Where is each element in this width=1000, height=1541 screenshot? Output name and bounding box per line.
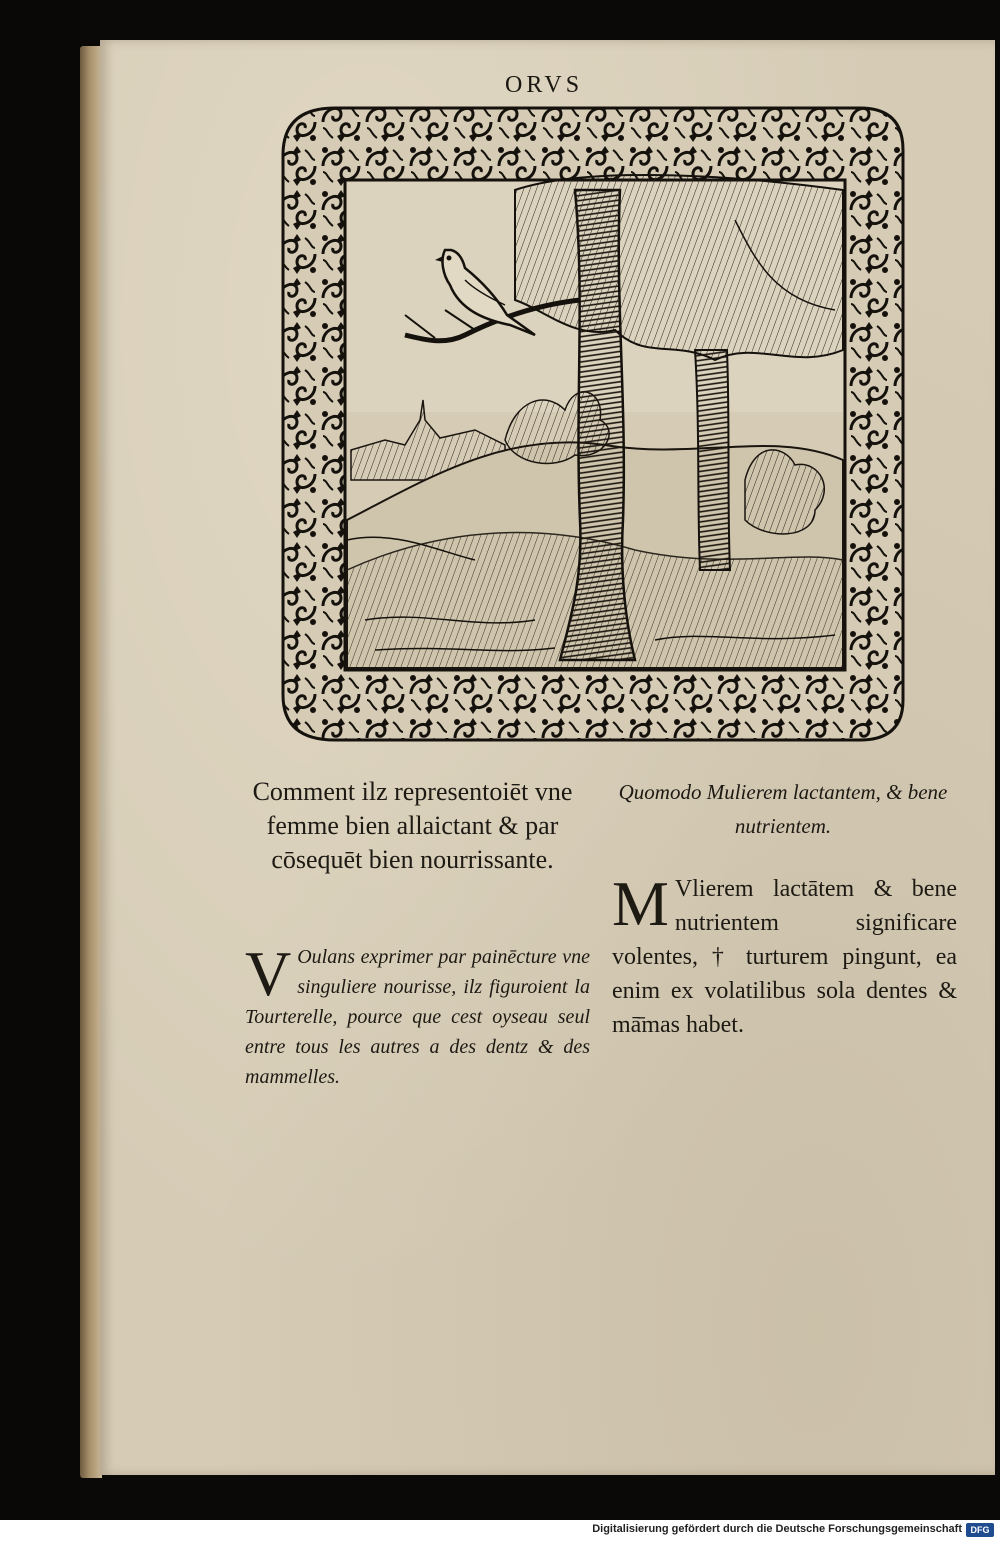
french-body-text: Oulans exprimer par painēcture vne singuliere nourisse, ilz figuroient la Tourterelle, pource que cest oyseau seul entre tous les autres a des dentz & des mammelles. xyxy=(245,946,590,1088)
dfg-logo: DFG xyxy=(966,1523,994,1537)
page-edge xyxy=(80,46,102,1478)
latin-body-paragraph xyxy=(612,868,957,1042)
footer-credit-text: Digitalisierung gefördert durch die Deutsche Forschungsgemeinschaft xyxy=(592,1523,962,1535)
latin-heading: Quomodo Mulierem lactantem, & bene nutrientem. xyxy=(618,780,948,838)
scan-background-left xyxy=(0,0,80,1541)
latin-body-text: Vlierem lactātem & bene nutrientem significare volentes, † turturem pingunt, ea enim ex volatilibus sola dentes & mā̄mas habet. xyxy=(612,876,957,1038)
woodcut-illustration xyxy=(275,100,920,745)
french-dropcap: V xyxy=(245,938,292,1009)
latin-dropcap: M xyxy=(612,868,669,939)
running-head: ORVS xyxy=(505,72,584,98)
digitization-footer xyxy=(0,1520,1000,1541)
french-body-paragraph xyxy=(245,938,590,1092)
french-heading: Comment ilz representoiēt vne femme bien allaictant & par cōsequēt bien nourrissante. xyxy=(252,777,573,874)
